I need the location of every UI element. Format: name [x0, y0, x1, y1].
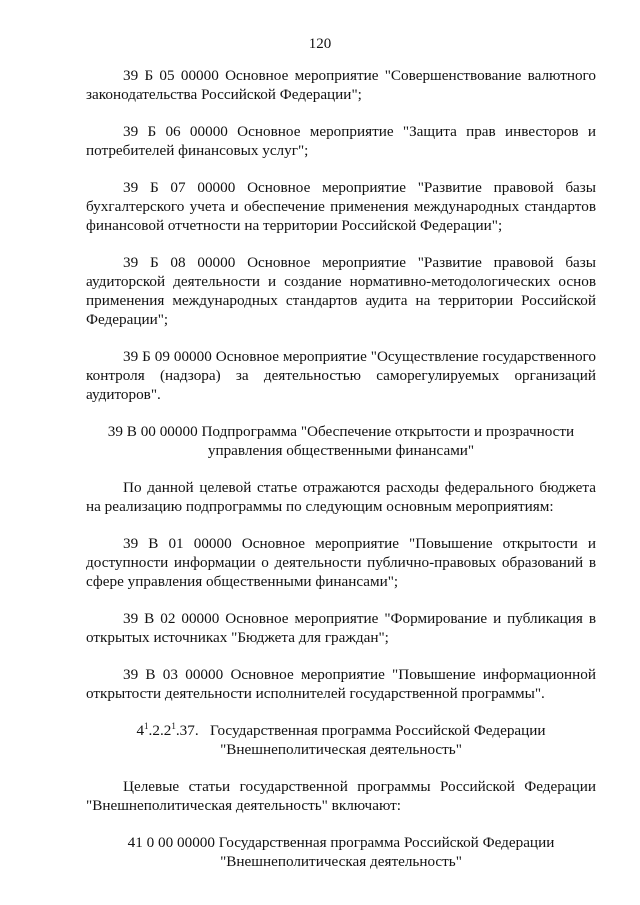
- subprogram-heading-line1: 39 В 00 00000 Подпрограмма "Обеспечение открытости и прозрачности: [107, 423, 575, 440]
- paragraph-39b08: 39 Б 08 00000 Основное мероприятие "Развитие правовой базы аудиторской деятельности и создание нормативно-методологических основ применения международных стандартов аудита на территории Российской Федерации";: [86, 254, 596, 328]
- program-heading-line1: 41 0 00 00000 Государственная программа Российской Федерации: [127, 834, 555, 851]
- subprogram-heading-line2: управления общественными финансами": [207, 442, 475, 459]
- paragraph-39b07: 39 Б 07 00000 Основное мероприятие "Развитие правовой базы бухгалтерского учета и обеспечение применения международных стандартов финансовой отчетности на территории Российской Федерации";: [86, 179, 596, 234]
- section-title-line1: Государственная программа Российской Федерации: [210, 722, 546, 739]
- paragraph-targets: Целевые статьи государственной программы Российской Федерации "Внешнеполитическая деятельность" включают:: [86, 778, 596, 814]
- document-body: [86, 66, 596, 889]
- section-heading-line1: [86, 721, 596, 740]
- program-heading-line2: "Внешнеполитическая деятельность": [220, 853, 462, 870]
- paragraph-intro: По данной целевой статье отражаются расходы федерального бюджета на реализацию подпрограммы по следующим основным мероприятиям:: [86, 479, 596, 515]
- paragraph-39b09: 39 Б 09 00000 Основное мероприятие "Осуществление государственного контроля (надзора) за деятельностью саморегулируемых организаций аудиторов".: [86, 348, 596, 403]
- program-heading: [86, 833, 596, 871]
- paragraph-39b06: 39 Б 06 00000 Основное мероприятие "Защита прав инвесторов и потребителей финансовых услуг";: [86, 123, 596, 159]
- paragraph-39v02: 39 В 02 00000 Основное мероприятие "Формирование и публикация в открытых источниках "Бюджета для граждан";: [86, 610, 596, 646]
- section-number: $4^1.2.2^1.37$.: [136, 721, 199, 739]
- paragraph-39v03: 39 В 03 00000 Основное мероприятие "Повышение информационной открытости деятельности исполнителей государственной программы".: [86, 666, 596, 702]
- page-number: 120: [308, 36, 332, 52]
- section-title-line2: "Внешнеполитическая деятельность": [220, 741, 462, 758]
- subprogram-heading: [86, 422, 596, 460]
- paragraph-39b05: 39 Б 05 00000 Основное мероприятие "Совершенствование валютного законодательства Российской Федерации";: [86, 67, 596, 103]
- paragraph-39v01: 39 В 01 00000 Основное мероприятие "Повышение открытости и доступности информации о деятельности публично-правовых образований в сфере управления общественными финансами";: [86, 535, 596, 590]
- section-heading: [86, 721, 596, 759]
